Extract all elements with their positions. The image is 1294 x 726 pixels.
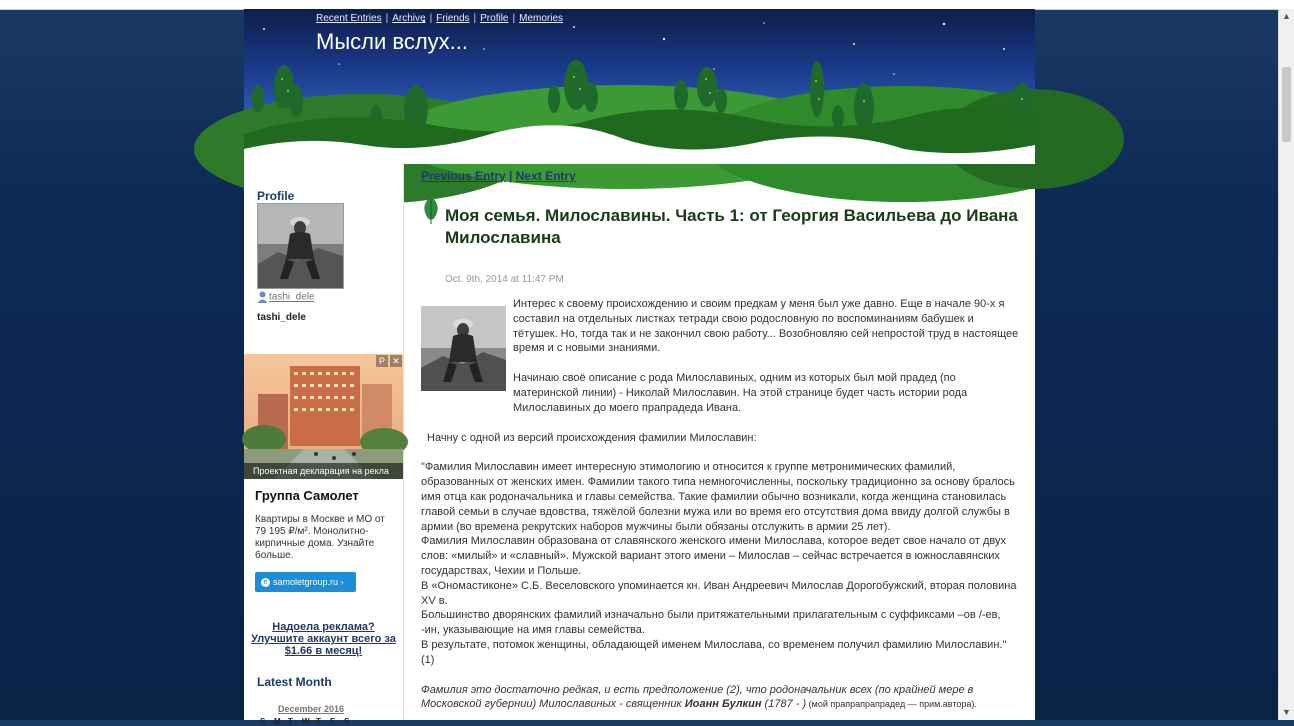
- profile-heading: Profile: [257, 189, 295, 203]
- upsell-line-2: Улучшите аккаунт всего за: [251, 633, 396, 645]
- nav-recent-entries[interactable]: Recent Entries: [316, 13, 382, 24]
- entry-nav-separator: |: [509, 169, 513, 183]
- entry-body: [421, 297, 1021, 712]
- calendar-month-link[interactable]: December 2016: [277, 704, 345, 714]
- chevron-right-icon: ›: [340, 577, 344, 587]
- ad-text: Квартиры в Москве и МО от 79 195 ₽/м². Монолитно-кирпичные дома. Узнайте больше.: [255, 514, 385, 561]
- site-title[interactable]: Мысли вслух...: [316, 29, 468, 54]
- entry-date: Oct. 9th, 2014 at 11:47 PM: [445, 274, 564, 285]
- paragraph-version: Начну с одной из версий происхождения фамилии Милославин:: [427, 431, 757, 444]
- ad-caption: Проектная декларация на рекла: [244, 463, 403, 479]
- user-link-label: tashi_dele: [269, 291, 315, 303]
- ad-link-button[interactable]: [255, 572, 356, 592]
- journal-page: [244, 9, 1035, 726]
- previous-entry-link[interactable]: Previous Entry: [421, 169, 506, 183]
- entry-main: [421, 164, 1021, 720]
- ad-title[interactable]: Группа Самолет: [255, 488, 359, 503]
- paragraph-surname-origin: [421, 683, 1021, 713]
- sidebar: [244, 164, 404, 726]
- quote-paragraph-1: "Фамилия Милославин имеет интересную этимологию и относится к группе метронимических фамилий, образованных от женских имен. Фамилии такого типа немногочисленны, поскольку традиционно за основу бралось имя отца как родоначальника и главы семейства. Такие фамилии обычно возникали, когда женщина становилась главой семьи в случае вдовства, тяжёлой болезни мужа или во время его отсутствия дома ввиду долгой службы в армии (во времена рекрутских наборов мужчины были обязаны отслужить в армии 25 лет).: [421, 461, 1015, 533]
- latest-month-heading: Latest Month: [257, 675, 332, 689]
- nav-friends[interactable]: Friends: [436, 13, 470, 24]
- upsell-line-3: $1.66 в месяц!: [284, 645, 363, 657]
- quote-paragraph-2: Фамилия Милославин образована от славянского женского имени Милослава, которое ведет свое начало от двух слов: «милый» и «славный». Мужской вариант этого имени – Милослав – сейчас встречается в южнославянских государствах, Чехии и Польше.: [421, 535, 1007, 577]
- calendar-day: S: [260, 717, 266, 726]
- upsell-line-1: Надоела реклама?: [272, 621, 375, 633]
- calendar-day: F: [330, 717, 335, 726]
- calendar-day: W: [302, 717, 310, 726]
- entry-title: Моя семья. Милославины. Часть 1: от Георгия Васильева до Ивана Милославина: [445, 206, 1018, 247]
- user-name: tashi_dele: [257, 312, 306, 323]
- scrollbar-thumb[interactable]: [1282, 67, 1291, 142]
- author-note: (мой прапрапрапрадед — прим.автора).: [806, 699, 977, 710]
- nav-separator: |: [512, 13, 516, 24]
- quote-paragraph-4: Большинство дворянских фамилий изначально были притяжательными прилагательным с суффиксами –ов /-ев, -ин, указывающие на имя главы семейства.: [421, 609, 1001, 637]
- upgrade-account-link[interactable]: [244, 621, 403, 657]
- avatar-photo: [258, 204, 343, 288]
- browser-icon: e: [261, 578, 270, 587]
- nav-separator: |: [385, 13, 389, 24]
- scroll-down-arrow-icon[interactable]: ▼: [1282, 707, 1291, 717]
- ad-image[interactable]: [244, 354, 403, 479]
- nav-profile[interactable]: Profile: [480, 13, 509, 24]
- calendar-day: S: [344, 717, 350, 726]
- avatar[interactable]: [257, 203, 344, 289]
- nav-memories[interactable]: Memories: [519, 13, 564, 24]
- next-entry-link[interactable]: Next Entry: [515, 169, 576, 183]
- nav-separator: |: [473, 13, 477, 24]
- close-icon[interactable]: ✕: [390, 355, 402, 367]
- quote-paragraph-3: В «Ономастиконе» С.Б. Веселовского упоминается кн. Иван Андреевич Милослав Дорогобужский, вторая половина XV в.: [421, 579, 1017, 607]
- quote-paragraph-5: В результате, потомок женщины, обладающей именем Милослава, со временем получил фамилию Милославин." (1): [421, 638, 1007, 666]
- ad-photo: [244, 354, 403, 479]
- paragraph-intro-2: Начинаю своё описание с рода Милославиных, одним из которых был мой прадед (по материнской линии) - Николай Милославин. На этой странице будет часть истории рода Милославиных до моего прапрадеда Ивана.: [513, 372, 968, 414]
- nav-archive[interactable]: Archive: [392, 13, 426, 24]
- ancestor-years: (1787 - ): [761, 698, 807, 711]
- calendar-day: T: [288, 717, 293, 726]
- ad-button-label: samoletgroup.ru: [273, 577, 339, 587]
- site-header: [244, 9, 1035, 164]
- calendar-day-headers: [260, 717, 358, 726]
- vertical-scrollbar[interactable]: [1278, 9, 1294, 720]
- advertisement[interactable]: [244, 354, 403, 604]
- calendar-day: M: [274, 717, 281, 726]
- top-navigation: [316, 13, 563, 24]
- paragraph-intro-1: Интерес к своему происхождению и своим предкам у меня был уже давно. Еще в начале 90-х я составил на отдельных листках тетради свою родословную по воспоминаниям бабушек и тётушек. Но, тогда так и не закончил свою работу... Возобновляю сей непростой труд в настоящее время и с новыми знаниями.: [513, 298, 1019, 355]
- surname-origin-text: Фамилия это достаточно редкая, и есть предположение (2), что родоначальник всех (по крайней мере в Московской губернии) Милославиных - священник: [421, 683, 974, 711]
- user-profile-link[interactable]: [257, 291, 315, 303]
- ancestor-name: Иоанн Булкин: [684, 698, 762, 711]
- entry-navigation: [421, 169, 576, 183]
- ad-marker[interactable]: P: [376, 355, 388, 367]
- scroll-up-arrow-icon[interactable]: ▲: [1282, 11, 1291, 21]
- leaf-icon: [421, 195, 441, 225]
- calendar-day: T: [316, 717, 321, 726]
- nav-separator: |: [429, 13, 433, 24]
- user-icon: [257, 291, 268, 303]
